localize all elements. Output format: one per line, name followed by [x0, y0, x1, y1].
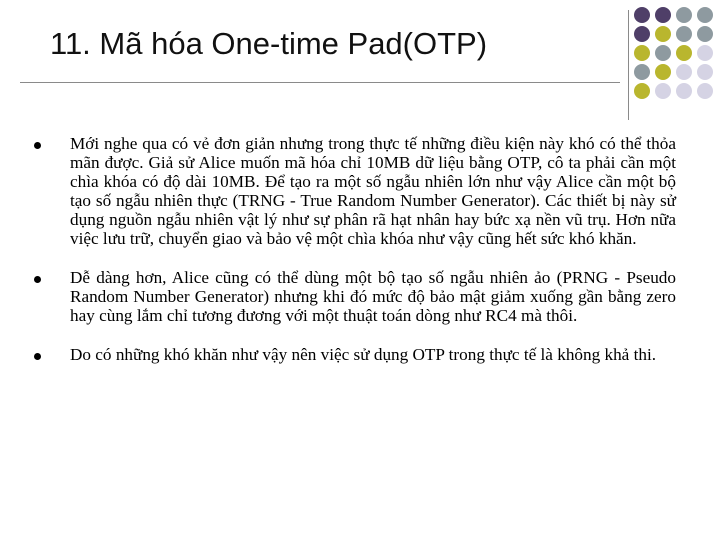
bullet-list: [34, 134, 676, 384]
decorative-dot: [634, 83, 650, 99]
decorative-dot: [655, 64, 671, 80]
slide-title: 11. Mã hóa One-time Pad(OTP): [50, 26, 488, 61]
decorative-dot: [655, 83, 671, 99]
decorative-dot-grid: [634, 7, 720, 113]
decorative-dot: [676, 26, 692, 42]
decorative-dot: [634, 26, 650, 42]
bullet-marker-icon: [34, 353, 41, 360]
decorative-dot: [697, 83, 713, 99]
decorative-dot: [676, 83, 692, 99]
decorative-dot: [634, 45, 650, 61]
bullet-item: [34, 345, 676, 364]
bullet-text: Do có những khó khăn như vậy nên việc sử dụng OTP trong thực tế là không khả thi.: [70, 345, 657, 364]
decorative-dot: [697, 45, 713, 61]
decorative-dot: [634, 7, 650, 23]
bullet-item: [34, 268, 676, 325]
bullet-text: Dễ dàng hơn, Alice cũng có thể dùng một bộ tạo số ngẫu nhiên ảo (PRNG - Pseudo Random Number Generator) nhưng khi đó mức độ bảo mật giảm xuống gần bằng zero hay cùng lắm chỉ tương đương với một thuật toán dòng như RC4 mà thôi.: [70, 268, 676, 325]
bullet-text: Mới nghe qua có vẻ đơn giản nhưng trong thực tế những điều kiện này khó có thể thỏa mãn được. Giả sử Alice muốn mã hóa chỉ 10MB dữ liệu bằng OTP, cô ta phải cần một chìa khóa có độ dài 10MB. Để tạo ra một số ngẫu nhiên lớn như vậy Alice cần một bộ tạo số ngẫu nhiên thực (TRNG - True Random Number Generator). Các thiết bị này sử dụng nguồn ngẫu nhiên vật lý như sự phân rã hạt nhân hay bức xạ nền vũ trụ. Hơn nữa việc lưu trữ, chuyển giao và bảo vệ một chìa khóa như vậy cũng hết sức khó khăn.: [70, 134, 676, 248]
bullet-marker-icon: [34, 142, 41, 149]
decorative-dot: [655, 7, 671, 23]
decorative-horizontal-line: [20, 82, 620, 83]
decorative-dot: [676, 7, 692, 23]
decorative-dot: [697, 26, 713, 42]
decorative-dot: [634, 64, 650, 80]
bullet-marker-icon: [34, 276, 41, 283]
decorative-vertical-line: [628, 10, 629, 120]
decorative-dot: [676, 45, 692, 61]
decorative-dot: [697, 7, 713, 23]
decorative-dot: [697, 64, 713, 80]
decorative-dot: [655, 45, 671, 61]
bullet-item: [34, 134, 676, 248]
decorative-dot: [676, 64, 692, 80]
decorative-dot: [655, 26, 671, 42]
